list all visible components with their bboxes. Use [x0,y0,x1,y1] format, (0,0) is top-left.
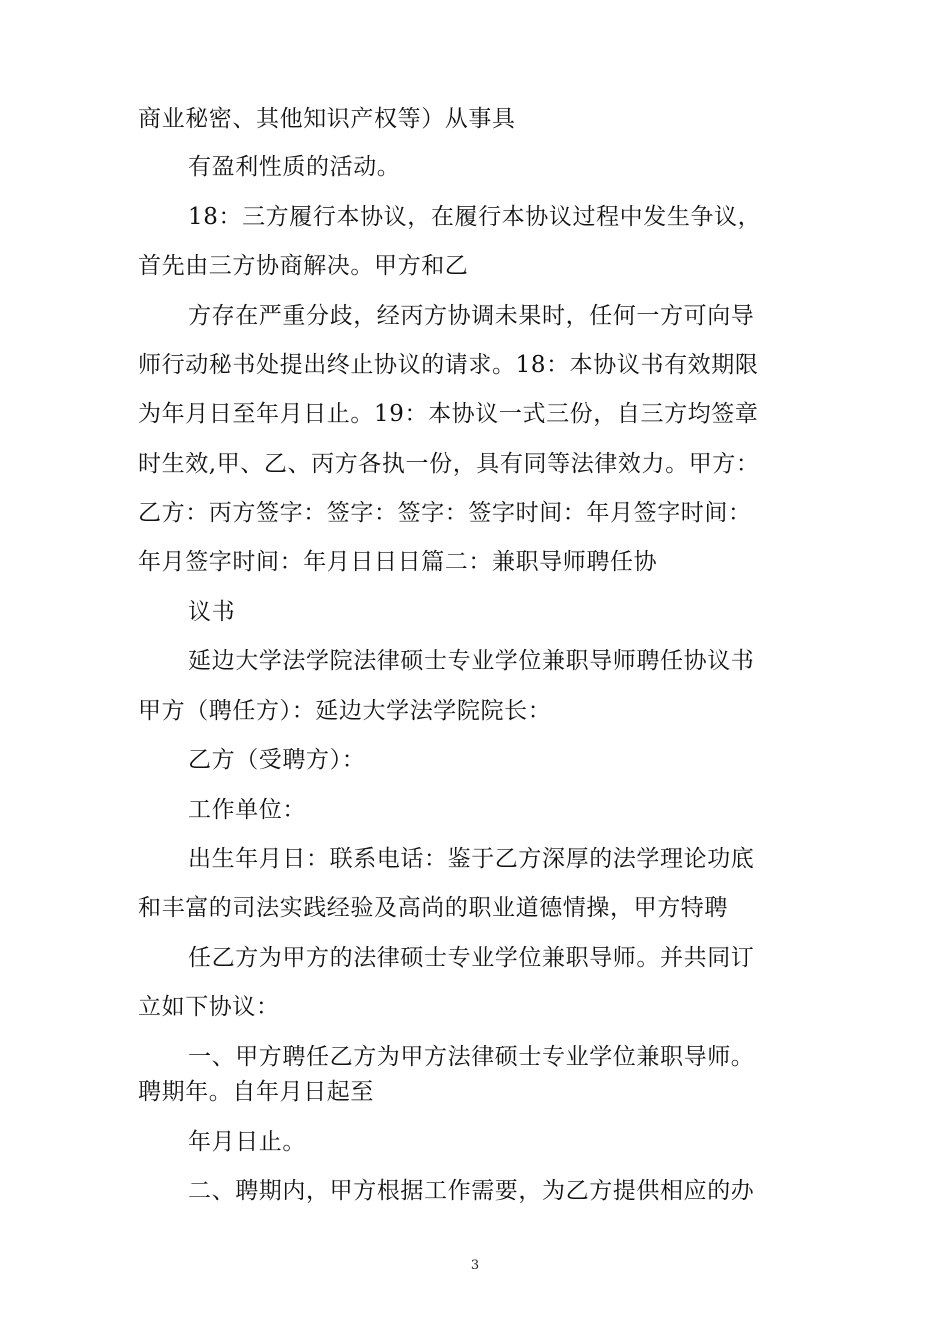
body-text-line: 年月日止。 [188,1129,306,1155]
page-number: 3 [470,1258,480,1273]
body-text-line: 为年月日至年月日止。19：本协议一式三份，自三方均签章 [138,401,759,427]
body-text-line: 年月签字时间：年月日日日篇二：兼职导师聘任协 [138,549,658,575]
section-title-line: 延边大学法学院法律硕士专业学位兼职导师聘任协议书 [188,648,755,674]
body-text-line: 乙方：丙方签字：签字：签字：签字时间：年月签字时间： [138,500,752,526]
body-text-line: 议书 [188,599,236,625]
body-text-line: 出生年月日：联系电话：鉴于乙方深厚的法学理论功底 [188,846,755,872]
body-text-line: 时生效,甲、乙、丙方各执一份，具有同等法律效力。甲方： [138,451,760,477]
body-text-line: 方存在严重分歧，经丙方协调未果时，任何一方可向导 [188,303,755,329]
body-text-line: 乙方（受聘方）： [188,747,366,773]
body-text-line: 一、甲方聘任乙方为甲方法律硕士专业学位兼职导师。 [188,1044,755,1070]
body-text-line: 甲方（聘任方）：延边大学法学院院长： [138,698,552,724]
body-text-line: 和丰富的司法实践经验及高尚的职业道德情操，甲方特聘 [138,895,728,921]
body-text-line: 18：三方履行本协议，在履行本协议过程中发生争议， [188,204,762,230]
body-text-line: 商业秘密、其他知识产权等）从事具 [138,106,516,132]
body-text-line: 任乙方为甲方的法律硕士专业学位兼职导师。并共同订 [188,945,755,971]
body-text-line: 有盈利性质的活动。 [188,154,401,180]
body-text-line: 聘期年。自年月日起至 [138,1079,374,1105]
body-text-line: 首先由三方协商解决。甲方和乙 [138,253,469,279]
body-text-line: 师行动秘书处提出终止协议的请求。18：本协议书有效期限 [138,352,759,378]
body-text-line: 立如下协议： [138,994,280,1020]
body-text-line: 二、聘期内，甲方根据工作需要，为乙方提供相应的办 [188,1178,755,1204]
body-text-line: 工作单位： [188,797,306,823]
